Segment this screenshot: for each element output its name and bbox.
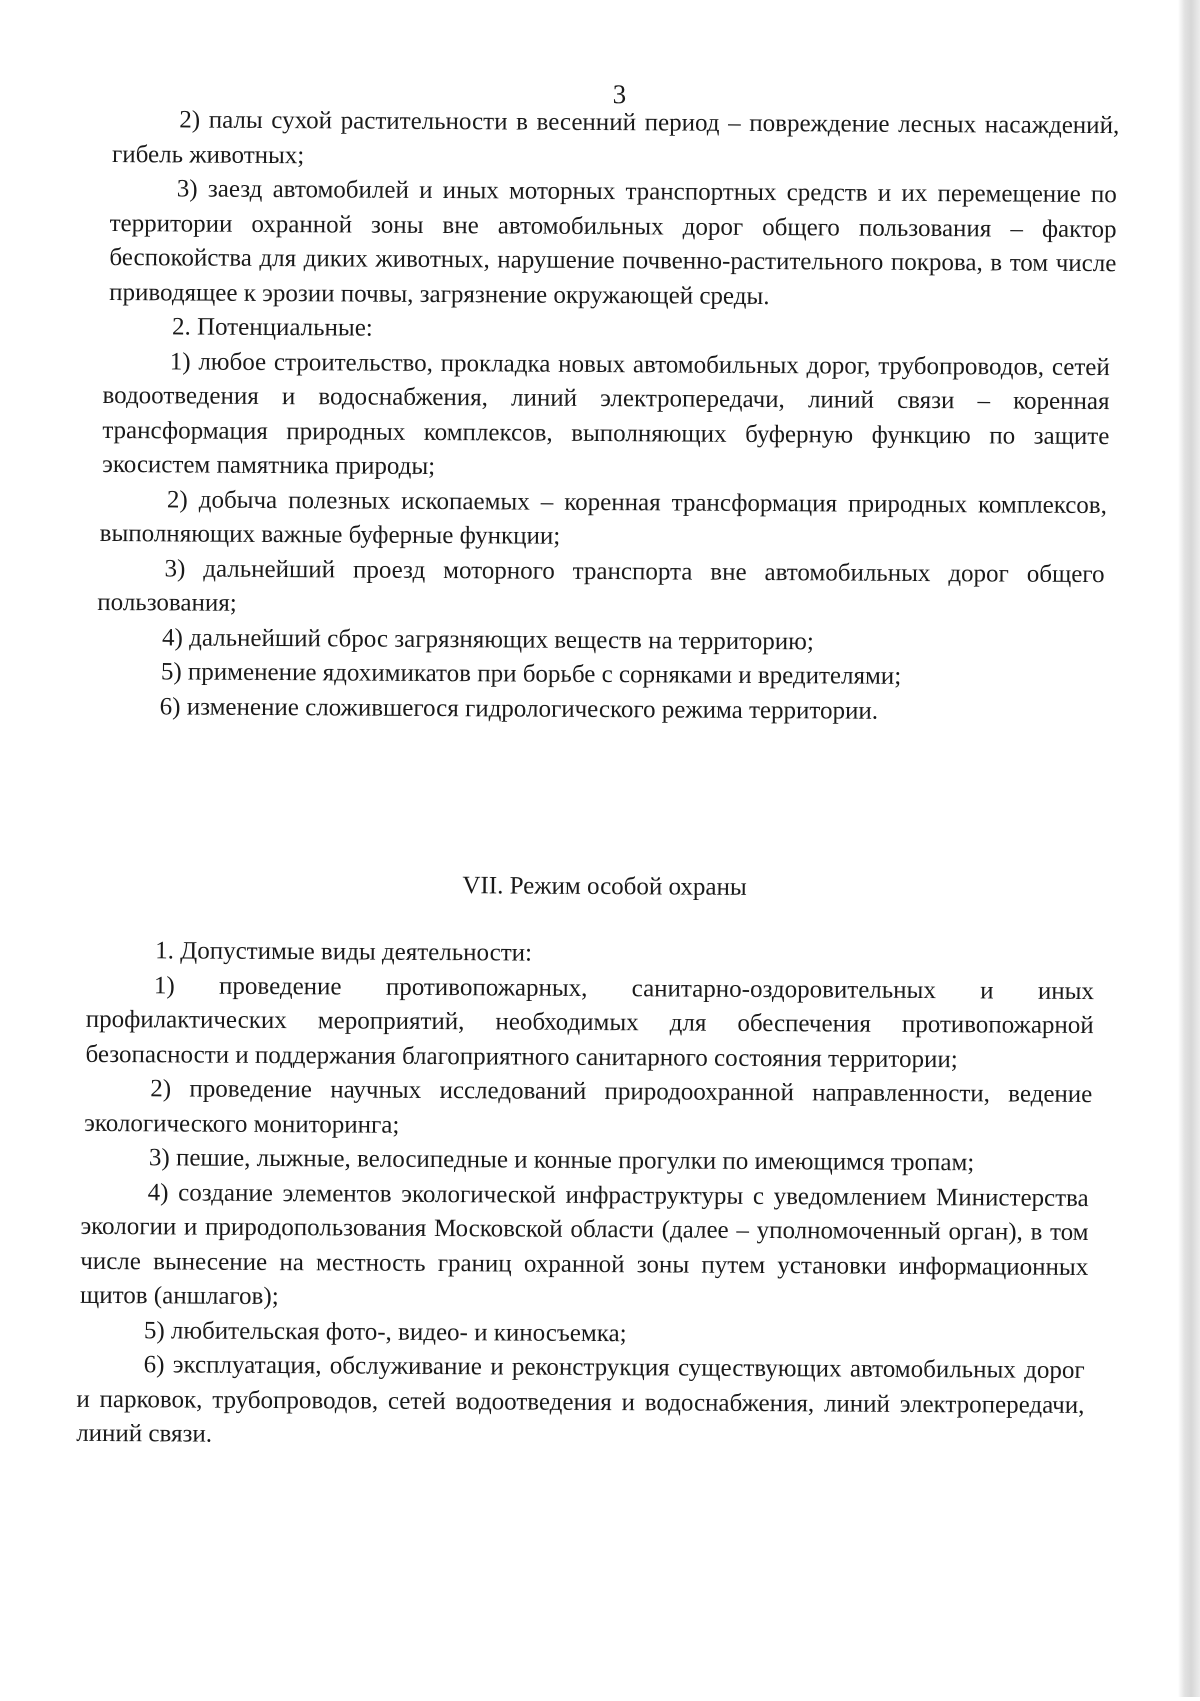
paragraph: 5) любительская фото-, видео- и киносъемка; (143, 1316, 627, 1347)
paragraph: 5) применение ядохимикатов при борьбе с сорняками и вредителями; (160, 658, 902, 690)
paragraph: 6) изменение сложившегося гидрологического режима территории. (159, 692, 879, 725)
scan-edge-shadow (1178, 0, 1200, 1697)
threats-section (0, 102, 1199, 730)
section-heading: VII. Режим особой охраны (462, 872, 747, 901)
paragraph: 3) пешие, лыжные, велосипедные и конные прогулки по имеющимся тропам; (148, 1144, 975, 1177)
paragraph: 4) дальнейший сброс загрязняющих веществ на территорию; (162, 623, 814, 655)
paragraph: 4) создание элементов экологической инфраструктуры с уведомлением Министерства экологии и природопользования Московской области (далее – уполномоченный орган), в том числе вынесение на местность границ охранной зоны путем установки информационных щитов (аншлагов); (79, 1178, 1089, 1311)
paragraph: 2) палы сухой растительности в весенний период – повреждение лесных насаждений, гибель животных; (111, 106, 1120, 169)
paragraph: 2) добыча полезных ископаемых – коренная трансформация природных комплексов, выполняющих важные буферные функции; (99, 485, 1108, 550)
section-heading-block (0, 866, 1195, 907)
paragraph: 1. Допустимые виды деятельности: (155, 937, 533, 967)
paragraph: 2. Потенциальные: (171, 313, 373, 342)
permitted-activities-section (0, 933, 1194, 1458)
paragraph: 3) дальнейший проезд моторного транспорта вне автомобильных дорог общего пользования; (97, 554, 1105, 617)
paragraph: 1) проведение противопожарных, санитарно-оздоровительных и иных профилактических мероприятий, необходимых для обеспечения противопожарной безопасности и поддержания благоприятного санитарного состояния территории; (85, 971, 1095, 1073)
page-number: 3 (612, 79, 627, 110)
paragraph: 6) эксплуатация, обслуживание и реконструкция существующих автомобильных дорог и парковок, трубопроводов, сетей водоотведения и водоснабжения, линий электропередачи, линий связи. (76, 1351, 1085, 1448)
paragraph: 3) заезд автомобилей и иных моторных транспортных средств и их перемещение по территории охранной зоны вне автомобильных дорог общего пользования – фактор беспокойства для диких животных, нарушение почвенно-растительного покрова, в том числе приводящее к эрозии почвы, загрязнение окружающей среды. (109, 175, 1117, 310)
paragraph: 2) проведение научных исследований природоохранной направленности, ведение экологического мониторинга; (84, 1075, 1093, 1139)
paragraph: 1) любое строительство, прокладка новых автомобильных дорог, трубопроводов, сетей водоотведения и водоснабжения, линий электропередачи, линий связи – коренная трансформация природных комплексов, выполняющих буферную функцию по защите экосистем памятника природы; (102, 347, 1110, 481)
